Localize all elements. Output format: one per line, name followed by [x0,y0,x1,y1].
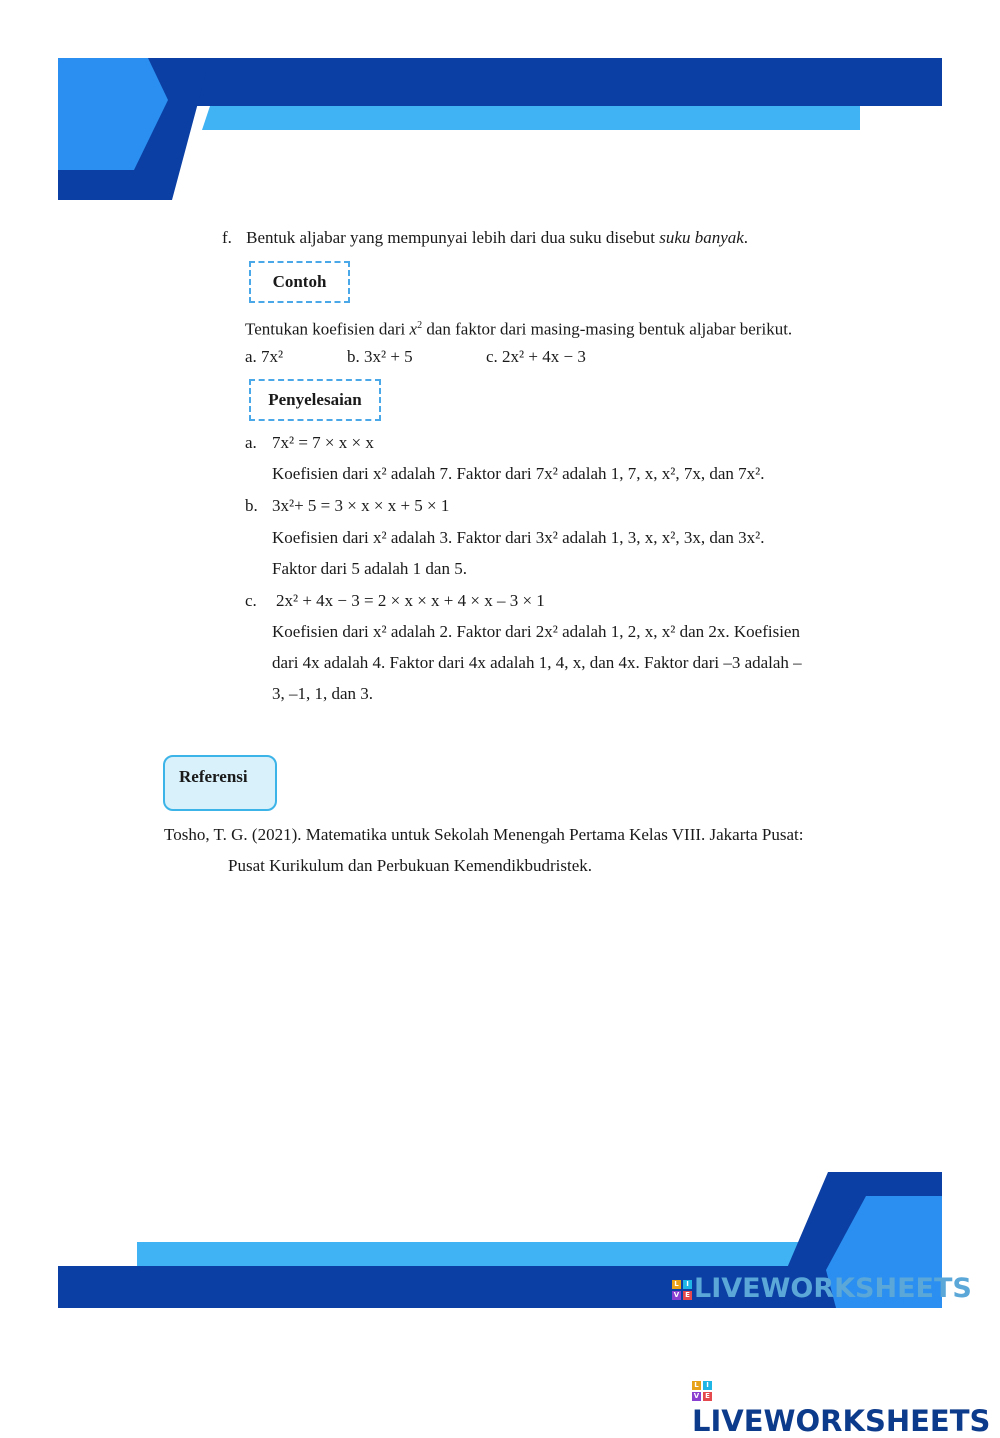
penyelesaian-box [249,379,381,421]
solution-c-equation: 2x² + 4x − 3 = 2 × x × x + 4 × x – 3 × 1 [276,591,545,610]
solution-c-label: c. [245,591,257,610]
solution-b-line1: Koefisien dari x² adalah 3. Faktor dari 3x² adalah 1, 3, x, x², 3x, dan 3x². [272,528,765,547]
section-f-label: f. [222,228,232,247]
question-item-b: b. 3x² + 5 [347,347,413,366]
footer-brand-text: LIVEWORKSHEETS [692,1404,991,1438]
solution-a-line1: Koefisien dari x² adalah 7. Faktor dari 7x² adalah 1, 7, x, x², 7x, dan 7x². [272,464,765,483]
solution-c-line1: Koefisien dari x² adalah 2. Faktor dari 2x² adalah 1, 2, x, x² dan 2x. Koefisien [272,622,800,641]
footer-logo-icon: L I V E [692,1381,712,1401]
section-f-text: Bentuk aljabar yang mempunyai lebih dari dua suku disebut [246,228,656,247]
question-text: Tentukan koefisien dari $x^2$ dan faktor dari masing-masing bentuk aljabar berikut. [245,319,793,339]
solution-b-label: b. [245,496,258,515]
solution-b-equation: 3x²+ 5 = 3 × x × x + 5 × 1 [272,496,450,515]
question-post: dan faktor dari masing-masing bentuk aljabar berikut. [426,319,793,339]
solution-b-line2: Faktor dari 5 adalah 1 dan 5. [272,559,467,578]
contoh-box [249,261,350,303]
banner-logo-icon: L I V E [672,1280,692,1300]
solution-a-equation: 7x² = 7 × x × x [272,433,374,452]
banner-brand [672,1275,972,1303]
section-f-end: . [743,228,749,247]
question-item-c: c. 2x² + 4x − 3 [486,347,586,366]
penyelesaian-label: Penyelesaian [268,390,362,409]
solution-c-line3: 3, –1, 1, dan 3. [272,684,374,703]
solution-a-label: a. [245,433,257,452]
footer-brand [692,1373,1000,1437]
section-f [222,228,748,248]
banner-brand-text: LIVEWORKSHEETS [694,1273,972,1304]
section-f-emphasis: suku banyak [659,228,744,247]
reference-line1: Tosho, T. G. (2021). Matematika untuk Sekolah Menengah Pertama Kelas VIII. Jakarta Pusat: [164,825,804,844]
referensi-label: Referensi [179,767,248,786]
solution-c-line2: dari 4x adalah 4. Faktor dari 4x adalah 1, 4, x, dan 4x. Faktor dari –3 adalah – [272,653,802,672]
contoh-label: Contoh [272,272,327,291]
reference-line2: Pusat Kurikulum dan Perbukuan Kemendikbudristek. [228,856,593,875]
top-banner [0,0,1000,210]
referensi-box [163,755,277,811]
question-pre: Tentukan koefisien dari [245,319,406,339]
question-item-a: a. 7x² [245,347,284,366]
